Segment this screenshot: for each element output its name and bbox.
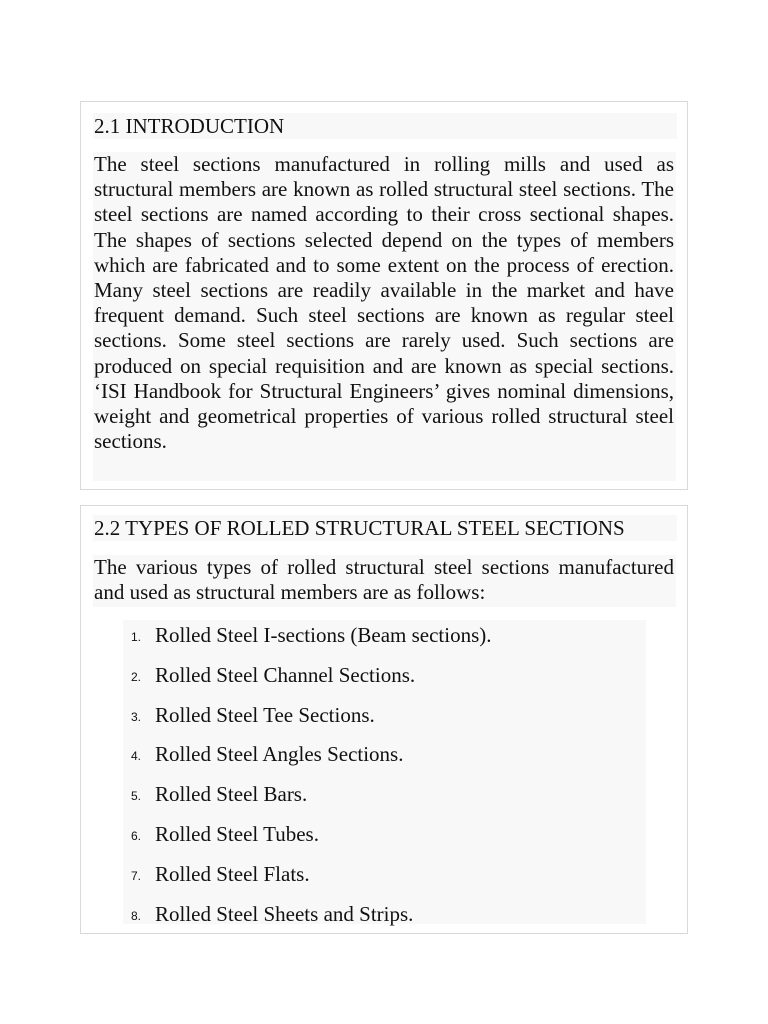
- list-item-number: 6.: [131, 828, 142, 843]
- section-types-list: [123, 620, 646, 924]
- list-item-text: Rolled Steel I-sections (Beam sections).: [155, 623, 492, 647]
- section-paragraph: The various types of rolled structural steel sections manufactured and used as structural members are as follows:: [93, 555, 676, 607]
- list-item: [123, 899, 646, 939]
- list-item-text: Rolled Steel Bars.: [155, 782, 308, 807]
- list-item: [123, 859, 646, 899]
- list-item-text: Rolled Steel Tubes.: [155, 821, 319, 846]
- list-item: [123, 779, 646, 819]
- types-section: [80, 505, 688, 934]
- list-item: [123, 620, 646, 660]
- section-heading: 2.1 INTRODUCTION: [93, 113, 677, 139]
- list-item-text: Rolled Steel Angles Sections.: [155, 742, 404, 767]
- list-item-number: 7.: [131, 868, 142, 883]
- list-item-number: 4.: [131, 749, 142, 764]
- section-paragraph: The steel sections manufactured in rolling mills and used as structural members are known as rolled structural steel sections. The steel sections are named according to their cross sectional shapes. The shapes of sections selected depend on the types of members which are fabricated and to some extent on the process of erection. Many steel sections are readily available in the market and have frequent demand. Such steel sections are known as regular steel sections. Some steel sections are rarely used. Such sections are produced on special requisition and are known as special sections. ‘ISI Handbook for Structural Engineers’ gives nominal dimensions, weight and geometrical properties of various rolled structural steel sections.: [93, 152, 676, 481]
- list-item-number: 8.: [131, 908, 142, 923]
- list-item: [123, 739, 646, 779]
- list-item-text: Rolled Steel Tee Sections.: [155, 702, 375, 727]
- list-item-text: Rolled Steel Flats.: [155, 861, 310, 886]
- list-item: [123, 700, 646, 740]
- list-item-number: 5.: [131, 789, 142, 804]
- list-item-number: 1.: [131, 630, 142, 644]
- list-item-number: 3.: [131, 709, 142, 724]
- list-item-text: Rolled Steel Sheets and Strips.: [155, 901, 414, 926]
- list-item: [123, 819, 646, 859]
- introduction-section: [80, 101, 688, 490]
- list-item-number: 2.: [131, 669, 142, 684]
- section-heading: 2.2 TYPES OF ROLLED STRUCTURAL STEEL SECTIONS: [93, 515, 677, 541]
- list-item-text: Rolled Steel Channel Sections.: [155, 662, 416, 687]
- list-item: [123, 660, 646, 700]
